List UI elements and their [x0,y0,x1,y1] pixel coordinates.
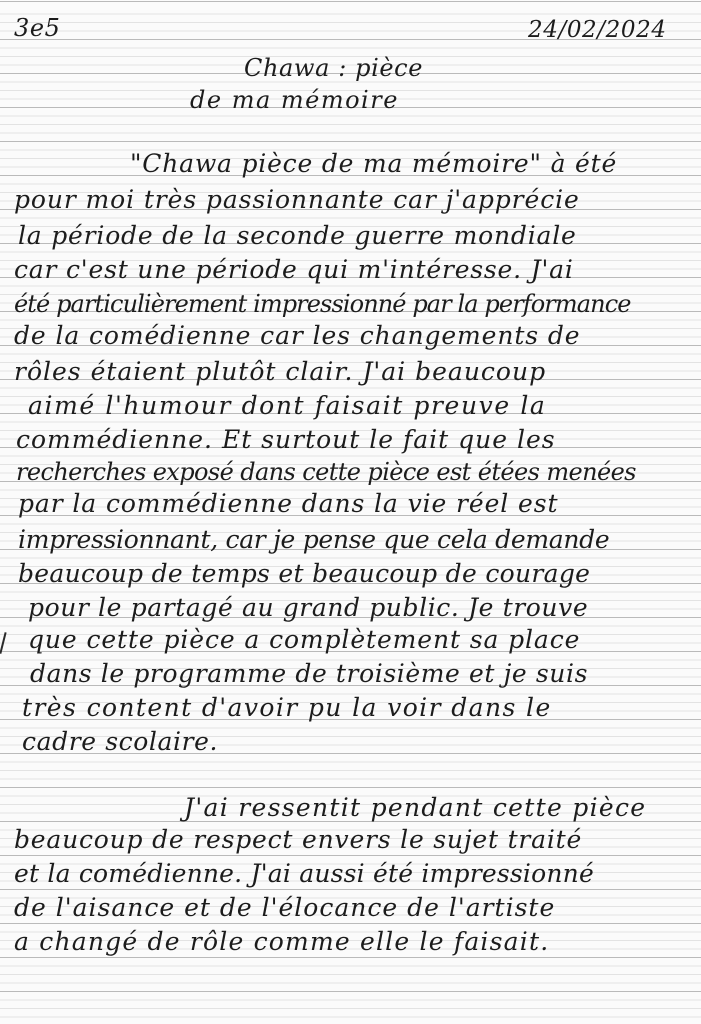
paragraph-1-line: la période de la seconde guerre mondiale [18,221,577,250]
paragraph-1-line: car c'est une période qui m'intéresse. J'ai [14,255,574,284]
paragraph-1-line: impressionnant, car je pense que cela demande [18,525,610,554]
paragraph-1-line: rôles étaient plutôt clair. J'ai beaucoup [14,357,547,386]
paragraph-2-line: a changé de rôle comme elle le faisait. [14,927,550,956]
paragraph-1-line: "Chawa pièce de ma mémoire" à été [130,149,618,178]
paragraph-1-line: cadre scolaire. [22,727,219,756]
paragraph-1-line: pour le partagé au grand public. Je trouve [28,593,589,622]
paragraph-1-line: commédienne. Et surtout le fait que les [16,425,556,454]
date-label: 24/02/2024 [528,17,667,43]
paragraph-1-line: de la comédienne car les changements de [14,321,581,350]
paragraph-1-line: dans le programme de troisième et je suis [30,659,589,688]
paragraph-2-line: et la comédienne. J'ai aussi été impressionné [14,859,594,888]
paragraph-1-line: que cette pièce a complètement sa place [28,625,581,654]
paragraph-1-line: aimé l'humour dont faisait preuve la [28,391,547,420]
margin-mark [0,632,7,654]
title-line-1: Chawa : pièce [244,54,424,82]
paragraph-1-line: recherches exposé dans cette pièce est étées menées [16,458,636,486]
paragraph-2-line: beaucoup de respect envers le sujet traité [14,825,583,854]
paragraph-1-line: beaucoup de temps et beaucoup de courage [18,559,591,588]
paragraph-1-line: très content d'avoir pu la voir dans le [22,693,552,722]
paragraph-1-line: été particulièrement impressionné par la performance [14,290,631,318]
title-line-2: de ma mémoire [190,86,399,114]
paragraph-2-line: J'ai ressentit pendant cette pièce [184,793,647,822]
paragraph-1-line: par la commédienne dans la vie réel est [18,489,559,518]
paragraph-2-line: de l'aisance et de l'élocance de l'artiste [14,893,556,922]
class-label: 3e5 [14,14,61,42]
paragraph-1-line: pour moi très passionnante car j'apprécie [14,185,580,214]
